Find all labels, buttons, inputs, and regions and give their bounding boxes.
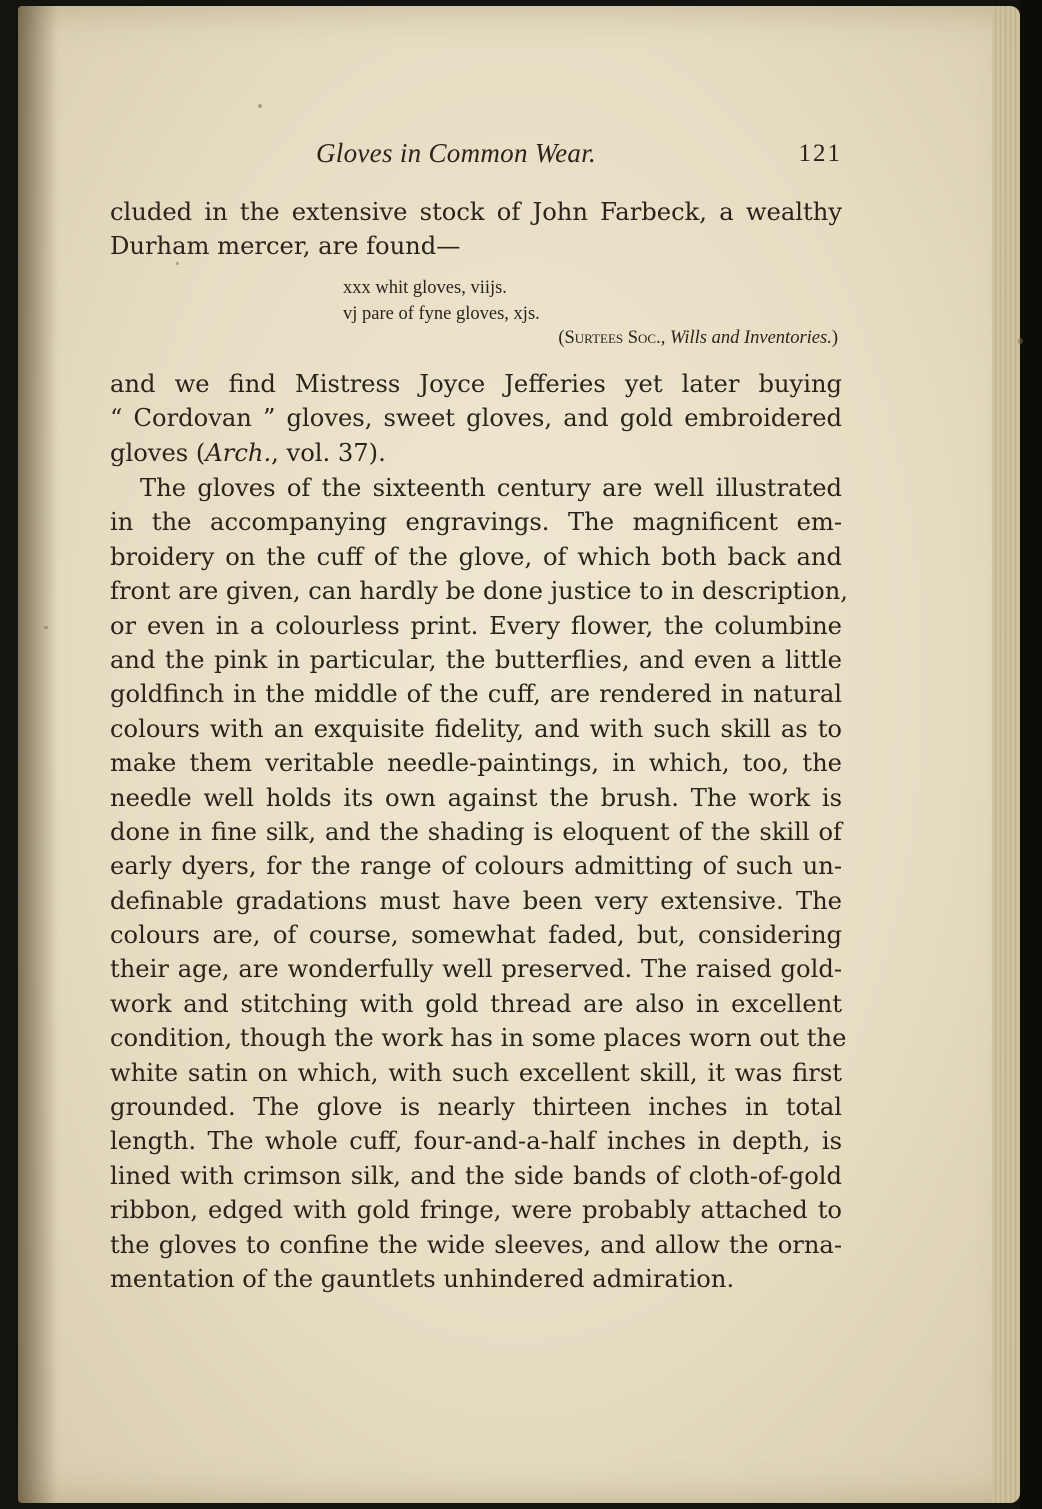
citation-title: Wills and Inventories. (669, 328, 832, 348)
text-line: The gloves of the sixteenth century are well illustrated (140, 474, 842, 502)
text-line: their age, are wonderfully well preserved. The raised gold- (110, 955, 842, 984)
text-line: in the accompanying engravings. The magnificent em- (110, 508, 842, 537)
text-line: colours are, of course, somewhat faded, but, considering (110, 921, 842, 950)
text-line: grounded. The glove is nearly thirteen inches in total (110, 1093, 842, 1122)
page-number: 121 (798, 140, 842, 167)
paragraph-continuation (110, 195, 842, 264)
running-head (110, 138, 842, 174)
inventory-item: xxx whit gloves, viijs. (343, 278, 507, 298)
text-line: length. The whole cuff, four-and-a-half inches in depth, is (110, 1127, 842, 1156)
paper-speck (44, 626, 48, 629)
text-line: work and stitching with gold thread are also in excellent (110, 989, 842, 1018)
citation-close: ) (831, 328, 838, 348)
text-line: done in fine silk, and the shading is eloquent of the skill of (110, 817, 842, 846)
text-line: colours with an exquisite fidelity, and with such skill as to (110, 714, 842, 743)
text-line: cluded in the extensive stock of John Farbeck, a wealthy (110, 198, 842, 226)
text-line: white satin on which, with such excellent skill, it was first (110, 1058, 842, 1087)
running-title: Gloves in Common Wear. (316, 138, 597, 168)
paragraph-sixteenth-century-gloves (110, 471, 848, 1296)
text-line: ribbon, edged with gold fringe, were probably attached to (110, 1196, 842, 1225)
text-line: broidery on the cuff of the glove, of which both back and (110, 542, 842, 571)
text-line: front are given, can hardly be done justice to in description, (110, 577, 848, 606)
text-line: lined with crimson silk, and the side bands of cloth-of-gold (110, 1161, 842, 1190)
text-line: definable gradations must have been very extensive. The (110, 886, 842, 915)
text-line: and we find Mistress Joyce Jefferies yet later buying (110, 370, 842, 398)
text-line: needle well holds its own against the brush. The work is (110, 783, 842, 812)
page-fore-edge (992, 6, 1020, 1503)
paragraph-jefferies (110, 367, 842, 470)
citation-abbrev: Arch. (205, 438, 272, 467)
text-line: condition, though the work has in some places worn out the (110, 1024, 847, 1053)
text-line: early dyers, for the range of colours admitting of such un- (110, 852, 842, 881)
text-line: mentation of the gauntlets unhindered admiration. (110, 1264, 735, 1293)
citation-open: ( (558, 328, 565, 348)
scan-border (1020, 0, 1042, 1509)
text-run: , vol. 37). (271, 438, 386, 467)
citation-source: Surtees Soc., (564, 328, 666, 348)
text-run: gloves ( (110, 438, 206, 467)
text-line: and the pink in particular, the butterflies, and even a little (110, 645, 842, 674)
text-line: goldfinch in the middle of the cuff, are rendered in natural (110, 680, 842, 709)
inventory-item: vj pare of fyne gloves, xjs. (343, 304, 540, 324)
text-line: or even in a colourless print. Every flower, the columbine (110, 611, 842, 640)
text-line: Durham mercer, are found— (110, 232, 461, 261)
text-line (110, 436, 842, 470)
text-line: the gloves to confine the wide sleeves, and allow the orna- (110, 1230, 842, 1259)
gutter-shadow (18, 6, 58, 1503)
paper-speck (258, 104, 262, 108)
text-line: make them veritable needle-paintings, in which, too, the (110, 749, 842, 778)
text-line: “ Cordovan ” gloves, sweet gloves, and gold embroidered (110, 404, 842, 433)
quotation-citation (558, 326, 838, 351)
paper-speck (1018, 338, 1023, 344)
